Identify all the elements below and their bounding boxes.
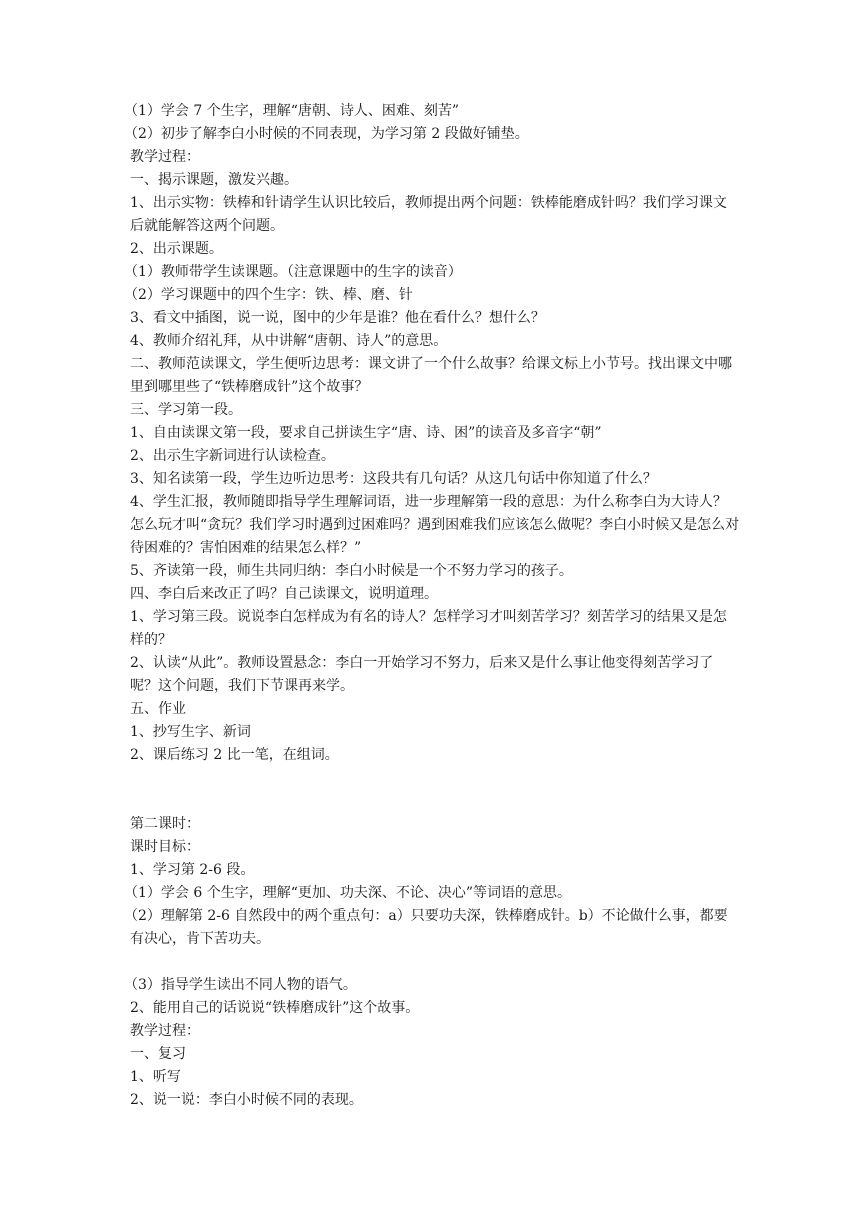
text-line: 4、学生汇报，教师随即指导学生理解词语，进一步理解第一段的意思：为什么称李白为大诗人？怎么玩才叫“贪玩？我们学习时遇到过困难吗？遇到困难我们应该怎么做呢？李白小时候又是怎么对待困难的？害怕困难的结果怎么样？” — [130, 494, 740, 556]
text-line: 1、出示实物：铁棒和针请学生认识比较后，教师提出两个问题：铁棒能磨成针吗？我们学习课文后就能解答这两个问题。 — [130, 195, 727, 234]
section-spacer — [130, 767, 740, 813]
review-heading: 一、复习 — [130, 1046, 186, 1062]
step-5-heading: 五、作业 — [130, 701, 186, 717]
text-line: （3）指导学生读出不同人物的语气。 — [124, 977, 357, 993]
objective-line-2: （2）初步了解李白小时候的不同表现，为学习第 2 段做好铺垫。 — [124, 126, 529, 142]
text-line: 1、自由读课文第一段，要求自己拼读生字“唐、诗、困”的读音及多音字“朝” — [130, 425, 602, 441]
second-lesson-heading: 第二课时： — [130, 816, 200, 832]
text-line: 5、齐读第一段，师生共同归纳：李白小时候是一个不努力学习的孩子。 — [130, 563, 573, 579]
teaching-process-heading: 教学过程： — [130, 1023, 200, 1039]
paragraph-spacer — [130, 951, 740, 974]
text-line: （1）学会 6 个生字，理解“更加、功夫深、不论、决心”等词语的意思。 — [124, 885, 572, 901]
step-3-heading: 三、学习第一段。 — [130, 402, 242, 418]
text-line: 1、学习第 2-6 段。 — [130, 862, 255, 878]
text-line: 1、听写 — [130, 1069, 181, 1085]
step-4-heading: 四、李白后来改正了吗？自己读课文，说明道理。 — [130, 586, 438, 602]
step-1-heading: 一、揭示课题，激发兴趣。 — [130, 172, 298, 188]
text-line: （2）理解第 2-6 自然段中的两个重点句：a）只要功夫深，铁棒磨成针。b）不论做什么事，都要有决心，肯下苦功夫。 — [124, 908, 728, 947]
text-line: 1、抄写生字、新词 — [130, 724, 251, 740]
text-line: 2、能用自己的话说说“铁棒磨成针”这个故事。 — [130, 1000, 420, 1016]
text-line: （1）教师带学生读课题。（注意课题中的生字的读音） — [124, 264, 462, 280]
lesson-objectives-heading: 课时目标： — [130, 839, 200, 855]
document-body — [124, 100, 740, 1112]
text-line: 2、课后练习 2 比一笔，在组词。 — [130, 747, 339, 763]
text-line: （2）学习课题中的四个生字：铁、棒、磨、针 — [124, 287, 413, 303]
text-line: 2、说一说：李白小时候不同的表现。 — [130, 1092, 363, 1108]
text-line: 2、出示生字新词进行认读检查。 — [130, 448, 335, 464]
text-line: 2、认读“从此”。教师设置悬念：李白一开始学习不努力，后来又是什么事让他变得刻苦学习了呢？这个问题，我们下节课再来学。 — [130, 655, 714, 694]
text-line: 3、看文中插图，说一说，图中的少年是谁？他在看什么？想什么？ — [130, 310, 545, 326]
text-line: 2、出示课题。 — [130, 241, 223, 257]
text-line: 4、教师介绍礼拜，从中讲解“唐朝、诗人”的意思。 — [130, 333, 448, 349]
teaching-process-heading: 教学过程： — [130, 149, 200, 165]
text-line: 1、学习第三段。说说李白怎样成为有名的诗人？怎样学习才叫刻苦学习？刻苦学习的结果又是怎样的？ — [130, 609, 727, 648]
text-line: 3、知名读第一段，学生边听边思考：这段共有几句话？从这几句话中你知道了什么？ — [130, 471, 657, 487]
step-2-heading: 二、教师范读课文，学生便听边思考：课文讲了一个什么故事？给课文标上小节号。找出课文中哪里到哪里些了“铁棒磨成针”这个故事？ — [130, 356, 732, 395]
objective-line-1: （1）学会 7 个生字，理解“唐朝、诗人、困难、刻苦” — [124, 103, 460, 119]
